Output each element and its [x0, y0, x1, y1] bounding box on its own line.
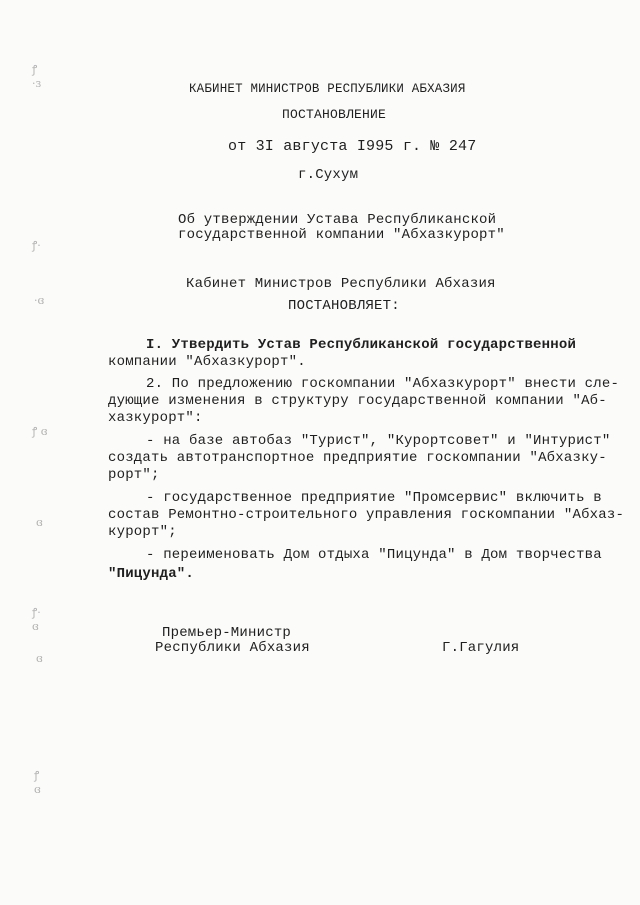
paragraph-1-line-2: компании "Абхазкурорт". — [108, 354, 306, 370]
cabinet-heading: КАБИНЕТ МИНИСТРОВ РЕСПУБЛИКИ АБХАЗИЯ — [189, 81, 466, 96]
margin-mark: ꝭ· — [32, 239, 41, 252]
paragraph-1-line-1: I. Утвердить Устав Республиканской государственной — [146, 337, 577, 353]
item-3-line-2: "Пицунда". — [108, 566, 195, 582]
margin-mark: ɞ — [36, 652, 43, 665]
item-2-line-2: состав Ремонтно-строительного управления госкомпании "Абхаз- — [108, 507, 625, 523]
signatory-title-line-1: Премьер-Министр — [162, 625, 292, 641]
item-3-line-1: - переименовать Дом отдыха "Пицунда" в Дом творчества — [146, 547, 602, 563]
item-2-line-3: курорт"; — [108, 524, 177, 540]
document-type: ПОСТАНОВЛЕНИЕ — [282, 107, 387, 122]
item-1-line-1: - на базе автобаз "Турист", "Курортсовет" и "Интурист" — [146, 433, 611, 449]
signatory-title-line-2: Республики Абхазия — [155, 640, 310, 656]
city: г.Сухум — [298, 167, 359, 183]
paragraph-2-line-2: дующие изменения в структуру государственной компании "Аб- — [108, 393, 607, 409]
margin-mark: ɞ — [36, 516, 43, 529]
margin-mark: ꝭ ɞ — [34, 769, 41, 796]
item-2-line-1: - государственное предприятие "Промсервис" включить в — [146, 490, 602, 506]
date-and-number: от 3I августа I995 г. № 247 — [228, 138, 477, 155]
subject-line-2: государственной компании "Абхазкурорт" — [178, 227, 505, 243]
signatory-name: Г.Гагулия — [442, 640, 520, 656]
item-1-line-3: рорт"; — [108, 467, 160, 483]
resolves-heading: ПОСТАНОВЛЯЕТ: — [288, 298, 400, 314]
item-1-line-2: создать автотранспортное предприятие госкомпании "Абхазку- — [108, 450, 607, 466]
paragraph-2-line-1: 2. По предложению госкомпании "Абхазкурорт" внести сле- — [146, 376, 620, 392]
paragraph-2-line-3: хазкурорт": — [108, 410, 203, 426]
margin-mark: ꝭ· ɞ — [32, 606, 41, 633]
issuer: Кабинет Министров Республики Абхазия — [186, 276, 496, 292]
margin-mark: ꝭ ·ɜ — [32, 63, 42, 90]
subject-line-1: Об утверждении Устава Республиканской — [178, 212, 497, 228]
margin-mark: ·ɞ — [34, 294, 45, 307]
margin-mark: ꝭ ɞ — [32, 425, 48, 438]
